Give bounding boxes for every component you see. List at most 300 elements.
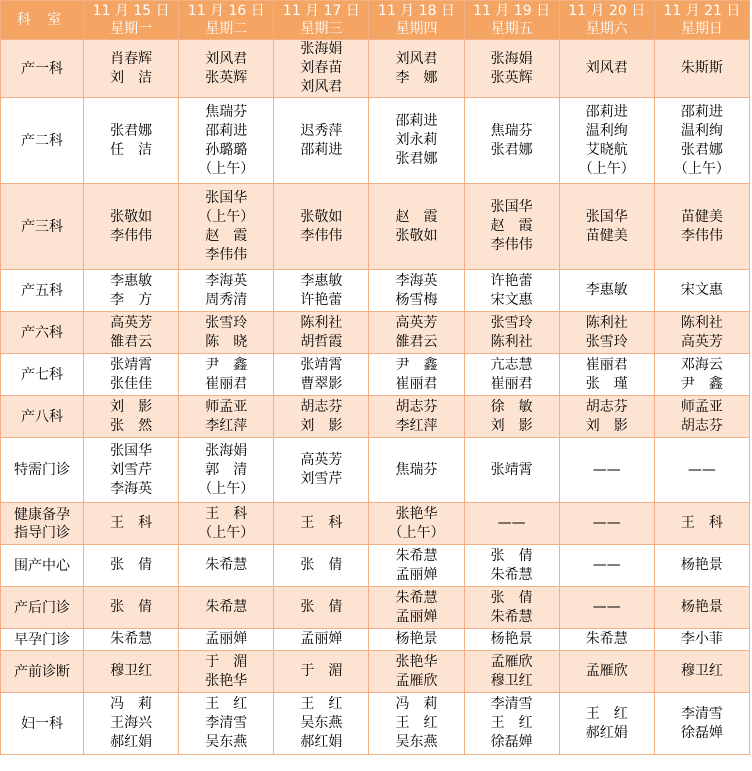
duty-cell (84, 184, 179, 270)
staff-name: 于 湄 (205, 653, 248, 670)
header-weekday: 星期三 (300, 21, 343, 37)
staff-name: 张英辉 (490, 69, 533, 86)
staff-name: 孟雁欣 (585, 663, 628, 679)
staff-name: 刘 洁 (110, 69, 153, 86)
staff-name: —— (592, 515, 621, 531)
duty-cell (84, 503, 179, 545)
staff-name: 李红萍 (205, 417, 248, 434)
duty-cell (654, 40, 749, 98)
staff-name: 邵莉进 (680, 103, 723, 120)
table-row (1, 629, 750, 651)
staff-name: 尹 鑫 (205, 356, 248, 373)
staff-name: 雒君云 (395, 333, 438, 350)
staff-name: 张佳佳 (110, 375, 153, 392)
staff-name: 朱希慧 (585, 631, 628, 647)
staff-name: 郝红娟 (300, 734, 343, 750)
duty-cell (179, 354, 274, 396)
duty-cell (84, 270, 179, 312)
staff-name: 温利绚 (585, 122, 628, 139)
staff-name: 许艳蕾 (490, 272, 533, 289)
staff-name: 张 倩 (490, 547, 533, 564)
staff-name: 焦瑞芬 (490, 122, 533, 139)
duty-cell (274, 629, 369, 651)
duty-cell (464, 312, 559, 354)
staff-name: 孟雁欣 (490, 653, 533, 670)
staff-name: 邵莉进 (205, 122, 248, 139)
staff-name: 尹 鑫 (680, 375, 723, 392)
table-row (1, 587, 750, 629)
staff-name: 朱希慧 (490, 608, 533, 625)
staff-name: （上午） (198, 524, 255, 541)
staff-name: 孟丽婵 (395, 608, 438, 625)
staff-name: 朱希慧 (205, 557, 248, 573)
dept-cell (1, 587, 84, 629)
staff-name: 高英芳 (300, 452, 343, 468)
staff-name: —— (592, 599, 621, 615)
staff-name: 赵 霞 (490, 218, 533, 234)
staff-name: 陈利社 (300, 314, 343, 331)
staff-name: 张艳华 (395, 505, 438, 522)
staff-name: 高英芳 (680, 333, 723, 350)
header-date: 11 月 19 日 (473, 3, 551, 19)
dept-name: 产前诊断 (14, 663, 71, 680)
dept-name: 产二科 (21, 132, 64, 149)
duty-cell (559, 651, 654, 693)
staff-name: 李小菲 (680, 631, 723, 647)
duty-cell (654, 438, 749, 503)
staff-name: 师孟亚 (205, 398, 248, 415)
staff-name: 刘雪芹 (110, 461, 153, 478)
duty-cell (654, 693, 749, 755)
staff-name: 焦瑞芬 (205, 103, 248, 120)
duty-cell (464, 438, 559, 503)
duty-cell (559, 40, 654, 98)
staff-name: 孟丽婵 (395, 566, 438, 583)
dept-cell (1, 693, 84, 755)
staff-name: 李清雪 (205, 715, 248, 731)
staff-name: 张艳华 (205, 672, 248, 689)
header-weekday: 星期六 (585, 21, 628, 37)
duty-cell (274, 312, 369, 354)
staff-name: 李 娜 (395, 69, 438, 86)
staff-name: 穆卫红 (490, 672, 533, 689)
staff-name: 邵莉进 (300, 141, 343, 158)
dept-cell (1, 354, 84, 396)
duty-cell (369, 503, 464, 545)
table-row (1, 40, 750, 98)
duty-cell (464, 270, 559, 312)
staff-name: 张敬如 (395, 227, 438, 244)
duty-cell (654, 545, 749, 587)
staff-name: 胡志芬 (585, 398, 628, 415)
staff-name: 张靖霄 (300, 356, 343, 373)
duty-cell (179, 396, 274, 438)
table-row (1, 503, 750, 545)
staff-name: 李伟伟 (205, 246, 248, 263)
dept-name: 产后门诊 (14, 599, 71, 616)
header-day (369, 1, 464, 40)
duty-cell (654, 270, 749, 312)
duty-cell (369, 270, 464, 312)
duty-cell (179, 651, 274, 693)
duty-cell (84, 545, 179, 587)
duty-cell (274, 184, 369, 270)
duty-cell (654, 312, 749, 354)
table-row (1, 98, 750, 184)
duty-cell (369, 629, 464, 651)
header-date: 11 月 20 日 (568, 3, 646, 19)
staff-name: 张海娟 (490, 50, 533, 67)
staff-name: 艾晓航 (585, 141, 628, 158)
dept-name: 产一科 (21, 60, 64, 77)
header-date: 11 月 17 日 (282, 3, 360, 19)
staff-name: 肖春辉 (110, 50, 153, 67)
staff-name: 张 然 (110, 417, 153, 434)
header-date: 11 月 18 日 (378, 3, 456, 19)
staff-name: 胡志芬 (395, 398, 438, 415)
staff-name: （上午） (578, 160, 635, 177)
duty-cell (464, 693, 559, 755)
staff-name: 张雪玲 (490, 314, 533, 331)
staff-name: 师孟亚 (680, 398, 723, 415)
staff-name: 徐磊婵 (680, 724, 723, 741)
staff-name: 张敬如 (110, 208, 153, 225)
staff-name: 刘 影 (300, 417, 343, 434)
staff-name: 苗健美 (680, 208, 723, 225)
staff-name: 李伟伟 (110, 227, 153, 244)
dept-name: 围产中心 (14, 557, 71, 574)
staff-name: —— (592, 557, 621, 573)
duty-cell (559, 312, 654, 354)
staff-name: 张君娜 (490, 141, 533, 158)
duty-cell (654, 354, 749, 396)
duty-cell (84, 396, 179, 438)
duty-cell (179, 629, 274, 651)
staff-name: 郭 清 (205, 461, 248, 478)
staff-name: 胡哲霞 (300, 333, 343, 350)
staff-name: 张敬如 (300, 208, 343, 225)
staff-name: 王 红 (300, 696, 343, 712)
staff-name: 李清雪 (490, 696, 533, 712)
duty-cell (179, 545, 274, 587)
staff-name: 穆卫红 (680, 663, 723, 679)
staff-name: 赵 霞 (395, 208, 438, 225)
header-row (1, 1, 750, 40)
staff-name: 杨艳景 (680, 557, 723, 573)
duty-cell (369, 587, 464, 629)
staff-name: 张艳华 (395, 653, 438, 670)
duty-cell (559, 503, 654, 545)
staff-name: 李海英 (110, 480, 153, 497)
staff-name: 李惠敏 (585, 282, 628, 298)
staff-name: 张 倩 (300, 599, 343, 615)
staff-name: 周秀清 (205, 291, 248, 308)
staff-name: （上午） (198, 160, 255, 177)
staff-name: 郝红娟 (585, 724, 628, 741)
staff-name: 李海英 (395, 272, 438, 289)
duty-cell (559, 98, 654, 184)
duty-cell (654, 184, 749, 270)
duty-cell (84, 438, 179, 503)
staff-name: 刘 影 (490, 417, 533, 434)
duty-cell (654, 651, 749, 693)
dept-cell (1, 98, 84, 184)
duty-cell (84, 40, 179, 98)
duty-cell (464, 587, 559, 629)
staff-name: 王 红 (490, 715, 533, 731)
staff-name: 任 洁 (110, 141, 153, 158)
staff-name: 李伟伟 (680, 227, 723, 244)
dept-cell (1, 184, 84, 270)
staff-name: 赵 霞 (205, 227, 248, 244)
duty-cell (559, 270, 654, 312)
staff-name: 杨艳景 (490, 631, 533, 647)
staff-name: 张君娜 (395, 151, 438, 167)
duty-cell (654, 503, 749, 545)
duty-cell (369, 396, 464, 438)
duty-cell (274, 438, 369, 503)
header-date: 11 月 16 日 (187, 3, 265, 19)
staff-name: 杨艳景 (680, 599, 723, 615)
duty-cell (274, 40, 369, 98)
dept-name: 早孕门诊 (14, 631, 71, 648)
staff-name: （上午） (388, 524, 445, 541)
staff-name: 朱希慧 (490, 566, 533, 583)
staff-name: —— (592, 461, 621, 478)
staff-name: 张 倩 (300, 557, 343, 573)
duty-cell (179, 312, 274, 354)
duty-cell (274, 354, 369, 396)
staff-name: 徐 敏 (490, 398, 533, 415)
duty-cell (274, 503, 369, 545)
duty-cell (84, 312, 179, 354)
duty-cell (369, 40, 464, 98)
staff-name: 张英辉 (205, 69, 248, 86)
staff-name: 孟丽婵 (300, 631, 343, 647)
staff-name: 崔丽君 (490, 375, 533, 392)
staff-name: 张 倩 (110, 557, 153, 573)
staff-name: 张国华 (490, 199, 533, 215)
staff-name: 崔丽君 (585, 356, 628, 373)
dept-cell (1, 629, 84, 651)
staff-name: 孟丽婵 (205, 631, 248, 647)
staff-name: 苗健美 (585, 227, 628, 244)
duty-cell (559, 354, 654, 396)
duty-cell (84, 354, 179, 396)
staff-name: 刘风君 (585, 60, 628, 76)
staff-name: 王 科 (110, 515, 153, 531)
staff-name: 冯 莉 (395, 696, 438, 712)
duty-cell (464, 545, 559, 587)
staff-name: 张 倩 (110, 599, 153, 615)
duty-cell (179, 40, 274, 98)
header-day (84, 1, 179, 40)
staff-name: 张海娟 (205, 442, 248, 459)
duty-cell (274, 98, 369, 184)
duty-cell (464, 396, 559, 438)
staff-name: 胡志芬 (680, 417, 723, 434)
staff-name: 陈利社 (680, 314, 723, 331)
staff-name: 王 红 (205, 696, 248, 712)
staff-name: 张国华 (110, 442, 153, 459)
staff-name: 孟雁欣 (395, 672, 438, 689)
dept-cell (1, 438, 84, 503)
staff-name: （上午） (198, 480, 255, 497)
staff-name: —— (497, 515, 526, 531)
duty-cell (179, 693, 274, 755)
staff-name: 王 科 (300, 515, 343, 531)
duty-cell (464, 503, 559, 545)
table-row (1, 438, 750, 503)
dept-name: 健康备孕 (14, 506, 71, 523)
staff-name: 孙璐璐 (205, 141, 248, 158)
staff-name: 陈利社 (490, 333, 533, 350)
header-date: 11 月 21 日 (663, 3, 741, 19)
staff-name: 穆卫红 (110, 663, 153, 679)
staff-name: 邓海云 (680, 356, 723, 373)
staff-name: 曹翠影 (300, 375, 343, 392)
duty-cell (464, 629, 559, 651)
staff-name: 张国华 (585, 208, 628, 225)
header-weekday: 星期二 (205, 21, 248, 37)
staff-name: 郝红娟 (110, 734, 153, 750)
duty-cell (179, 184, 274, 270)
duty-cell (179, 503, 274, 545)
duty-cell (179, 438, 274, 503)
duty-cell (274, 587, 369, 629)
duty-cell (369, 184, 464, 270)
header-date: 11 月 15 日 (92, 3, 170, 19)
staff-name: 张国华 (205, 189, 248, 206)
staff-name: —— (687, 461, 716, 478)
staff-name: 李伟伟 (490, 237, 533, 253)
staff-name: 朱希慧 (395, 547, 438, 564)
staff-name: 刘永莉 (395, 132, 438, 148)
dept-cell (1, 312, 84, 354)
dept-cell (1, 40, 84, 98)
header-day (654, 1, 749, 40)
duty-cell (84, 651, 179, 693)
header-day (179, 1, 274, 40)
dept-name: 产五科 (21, 282, 64, 299)
staff-name: 王 科 (205, 505, 248, 522)
duty-cell (559, 438, 654, 503)
duty-cell (369, 693, 464, 755)
staff-name: 李红萍 (395, 417, 438, 434)
dept-cell (1, 503, 84, 545)
staff-name: 李 方 (110, 291, 153, 308)
duty-cell (179, 270, 274, 312)
dept-name: 产八科 (21, 408, 64, 425)
dept-name: 特需门诊 (14, 462, 71, 478)
table-row (1, 184, 750, 270)
staff-name: 李清雪 (680, 705, 723, 722)
header-weekday: 星期日 (680, 21, 723, 37)
staff-name: 张靖霄 (110, 356, 153, 373)
staff-name: （上午） (198, 208, 255, 225)
staff-name: 王 红 (395, 715, 438, 731)
dept-cell (1, 545, 84, 587)
staff-name: 吴东燕 (205, 734, 248, 750)
table-row (1, 312, 750, 354)
table-row (1, 693, 750, 755)
staff-name: 崔丽君 (205, 375, 248, 392)
duty-cell (274, 693, 369, 755)
staff-name: 崔丽君 (395, 375, 438, 392)
duty-cell (84, 629, 179, 651)
staff-name: 刘雪芹 (300, 471, 343, 487)
staff-name: 张君娜 (110, 122, 153, 139)
duty-cell (559, 629, 654, 651)
staff-name: 于 湄 (300, 663, 343, 679)
staff-name: 朱希慧 (205, 599, 248, 615)
duty-cell (654, 587, 749, 629)
staff-name: 张雪玲 (205, 314, 248, 331)
duty-cell (654, 629, 749, 651)
duty-cell (274, 651, 369, 693)
staff-name: 杨雪梅 (395, 291, 438, 308)
header-weekday: 星期一 (110, 21, 153, 37)
duty-cell (369, 438, 464, 503)
staff-name: 张君娜 (680, 141, 723, 158)
staff-name: 温利绚 (680, 122, 723, 139)
staff-name: 吴东燕 (300, 715, 343, 731)
staff-name: 宋文惠 (680, 282, 723, 298)
staff-name: 焦瑞芬 (395, 461, 438, 478)
staff-name: 高英芳 (110, 314, 153, 331)
staff-name: 迟秀萍 (300, 122, 343, 139)
staff-name: 朱希慧 (395, 589, 438, 606)
duty-cell (84, 693, 179, 755)
staff-name: 王海兴 (110, 715, 153, 731)
duty-cell (464, 651, 559, 693)
duty-cell (179, 587, 274, 629)
staff-name: 徐磊婵 (490, 734, 533, 750)
staff-name: 邵莉进 (395, 113, 438, 129)
staff-name: 刘风君 (300, 79, 343, 95)
dept-name: 指导门诊 (14, 524, 71, 541)
header-weekday: 星期四 (395, 21, 438, 37)
staff-name: 李海英 (205, 272, 248, 289)
table-row (1, 354, 750, 396)
dept-name: 产六科 (21, 324, 64, 341)
staff-name: 许艳蕾 (300, 291, 343, 308)
header-day (559, 1, 654, 40)
dept-name: 产三科 (21, 218, 64, 235)
duty-cell (654, 396, 749, 438)
dept-name: 产七科 (21, 366, 64, 383)
duty-cell (274, 545, 369, 587)
staff-name: 邵莉进 (585, 103, 628, 120)
duty-cell (369, 354, 464, 396)
staff-name: 亢志慧 (490, 356, 533, 373)
dept-cell (1, 651, 84, 693)
duty-cell (654, 98, 749, 184)
dept-cell (1, 270, 84, 312)
staff-name: 张雪玲 (585, 333, 628, 350)
table-row (1, 396, 750, 438)
staff-name: 李惠敏 (300, 272, 343, 289)
duty-cell (464, 354, 559, 396)
staff-name: （上午） (673, 160, 730, 177)
duty-cell (274, 270, 369, 312)
duty-cell (369, 98, 464, 184)
duty-cell (274, 396, 369, 438)
duty-cell (369, 312, 464, 354)
duty-cell (559, 693, 654, 755)
staff-name: 雒君云 (110, 333, 153, 350)
staff-name: 吴东燕 (395, 734, 438, 750)
